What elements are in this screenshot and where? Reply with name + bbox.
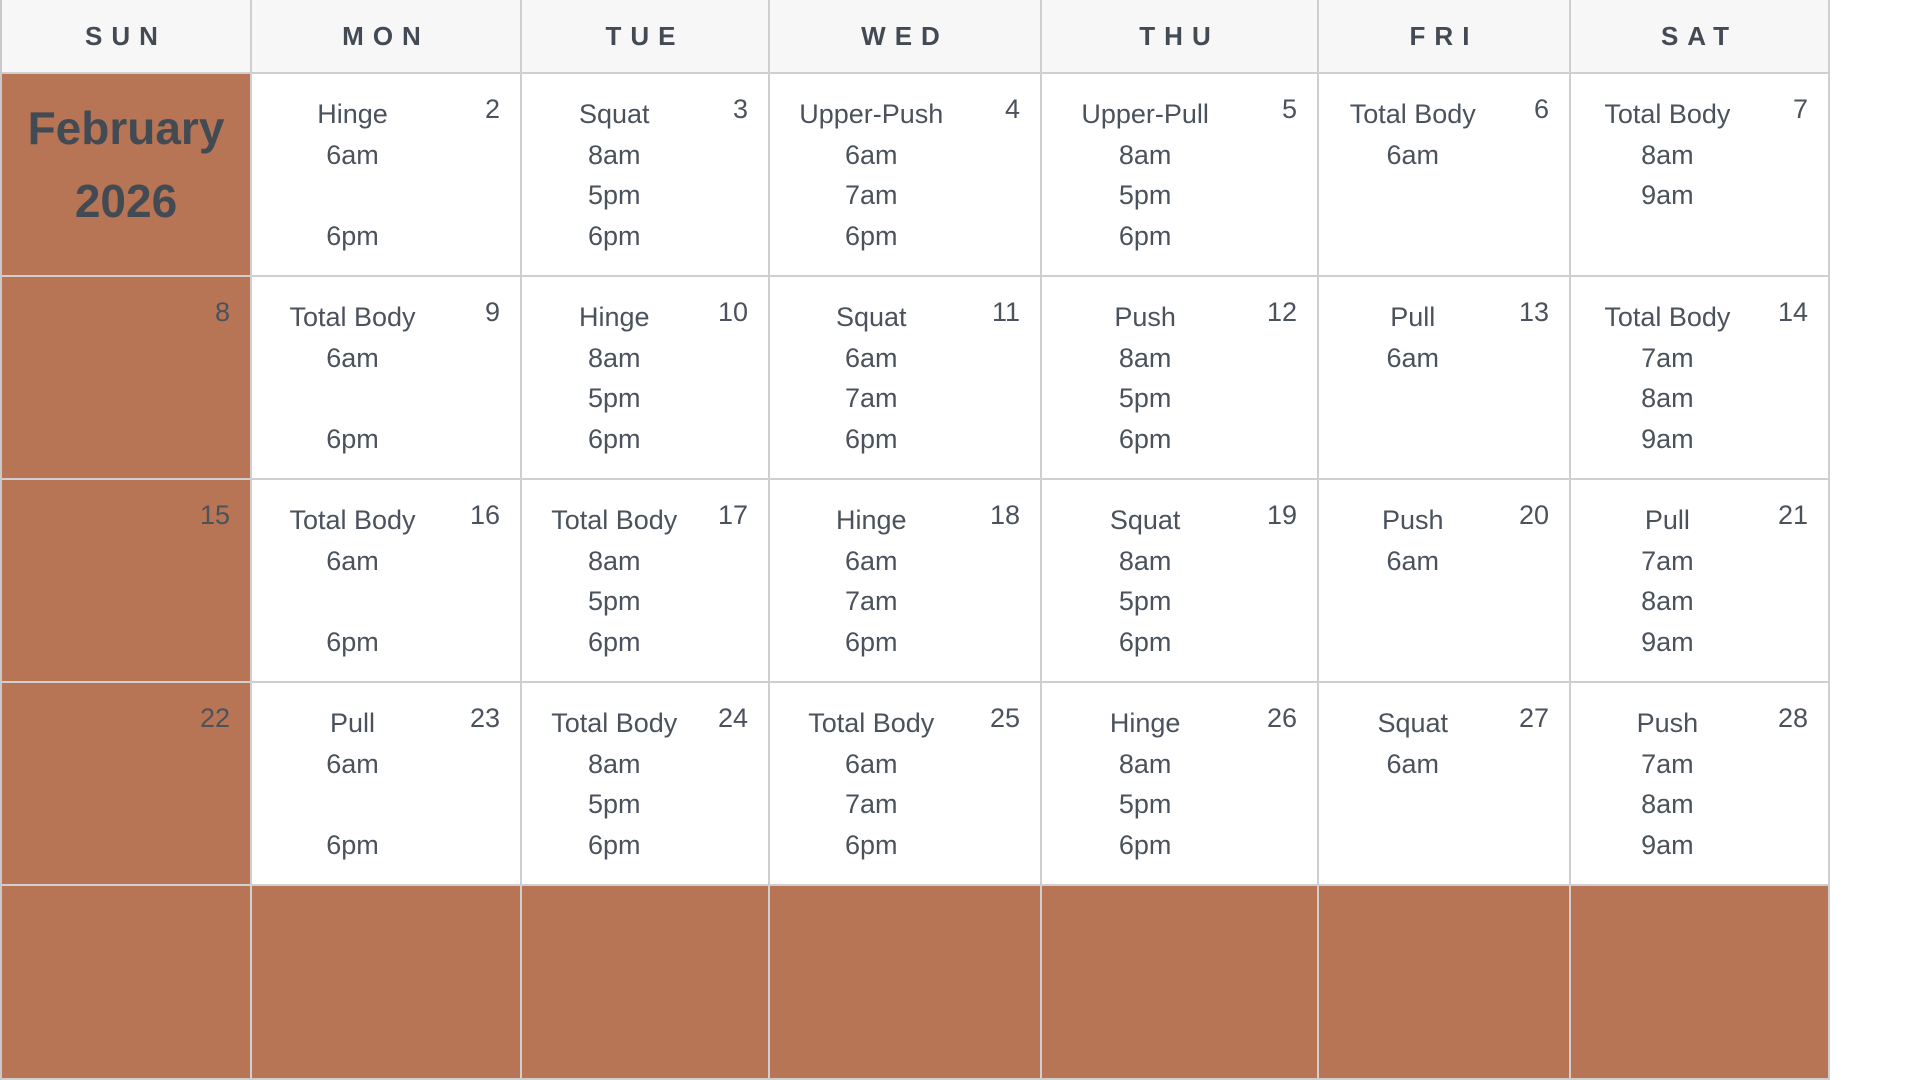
day-number: 19 [1266, 500, 1297, 530]
session-time: 8am [1118, 545, 1172, 576]
session-time: 7am [844, 180, 898, 210]
session-time: 5pm [587, 789, 641, 819]
day-cell[interactable] [1319, 277, 1571, 480]
day-number: 2 [484, 94, 500, 124]
day-schedule [1042, 500, 1248, 662]
day-cell[interactable] [1042, 683, 1319, 886]
workout-name: Pull [329, 708, 376, 738]
day-number: 3 [732, 94, 748, 124]
year-label: 2026 [74, 175, 178, 227]
workout-name: Hinge [578, 302, 650, 332]
session-time: 8am [587, 748, 641, 779]
session-time: 8am [587, 545, 641, 576]
workout-name: Hinge [1109, 708, 1181, 738]
day-cell[interactable] [1319, 74, 1571, 277]
day-number: 25 [989, 703, 1020, 733]
day-cell[interactable] [1571, 74, 1830, 277]
session-time: 7am [1641, 342, 1694, 373]
day-number: 14 [1777, 297, 1808, 327]
weekday-header-fri: FRI [1319, 0, 1571, 74]
session-time: 6pm [1118, 626, 1172, 657]
day-cell[interactable] [252, 683, 522, 886]
day-number: 17 [717, 500, 748, 530]
day-schedule [522, 500, 707, 662]
day-cell[interactable] [1319, 683, 1571, 886]
weekday-header-tue: TUE [522, 0, 770, 74]
session-time: 6pm [587, 626, 641, 657]
session-time: 6pm [587, 220, 641, 251]
session-time: 8am [1118, 139, 1172, 170]
day-number: 15 [199, 500, 230, 530]
session-time: 7am [844, 789, 898, 819]
session-time: 6pm [844, 423, 898, 454]
day-number: 7 [1792, 94, 1808, 124]
day-cell[interactable] [770, 480, 1042, 683]
workout-name: Upper-Push [799, 99, 944, 129]
session-time [252, 581, 453, 622]
workout-name: Pull [1390, 302, 1436, 332]
session-time: 9am [1641, 423, 1694, 454]
session-time: 9am [1641, 626, 1694, 657]
workout-name: Total Body [289, 505, 416, 535]
day-number: 23 [469, 703, 500, 733]
day-cell-empty [252, 886, 522, 1080]
weekday-header-thu: THU [1042, 0, 1319, 74]
workout-name: Push [1381, 505, 1444, 535]
session-time: 8am [1641, 586, 1694, 616]
day-cell-empty [1319, 886, 1571, 1080]
workout-name: Hinge [317, 99, 388, 129]
day-schedule [770, 94, 973, 256]
day-number: 18 [989, 500, 1020, 530]
workout-name: Total Body [289, 302, 416, 332]
session-time: 6pm [844, 829, 898, 860]
workout-name: Upper-Pull [1081, 99, 1209, 129]
workout-name: Total Body [808, 708, 935, 738]
weekday-header-sat: SAT [1571, 0, 1830, 74]
session-time: 6am [844, 545, 898, 576]
session-time: 6pm [587, 423, 641, 454]
session-time: 8am [1641, 139, 1694, 170]
day-schedule [1571, 297, 1764, 459]
workout-name: Pull [1644, 505, 1690, 535]
day-cell[interactable] [2, 683, 252, 886]
session-time: 6am [326, 748, 379, 779]
day-cell[interactable] [522, 683, 770, 886]
day-cell[interactable] [770, 74, 1042, 277]
day-cell[interactable] [770, 683, 1042, 886]
day-number: 27 [1518, 703, 1549, 733]
day-cell[interactable] [252, 277, 522, 480]
day-schedule [1319, 500, 1507, 581]
day-cell-empty [770, 886, 1042, 1080]
session-time: 9am [1641, 180, 1694, 210]
day-cell[interactable] [1571, 683, 1830, 886]
workout-name: Push [1114, 302, 1176, 332]
day-number: 22 [199, 703, 230, 733]
weekday-header-mon: MON [252, 0, 522, 74]
session-time: 8am [1118, 748, 1172, 779]
day-cell[interactable] [1042, 480, 1319, 683]
day-cell-empty [522, 886, 770, 1080]
session-time: 5pm [1118, 180, 1172, 210]
day-cell[interactable] [1042, 74, 1319, 277]
day-schedule [1319, 297, 1507, 378]
workout-name: Push [1636, 708, 1699, 738]
day-schedule [1042, 703, 1248, 865]
month-year-title [2, 92, 250, 238]
day-schedule [522, 703, 707, 865]
session-time: 6am [326, 139, 379, 170]
weekday-header-wed: WED [770, 0, 1042, 74]
day-cell[interactable] [252, 480, 522, 683]
day-number: 10 [717, 297, 748, 327]
day-number: 11 [991, 297, 1020, 327]
day-cell[interactable] [2, 277, 252, 480]
session-time: 6am [326, 545, 379, 576]
day-cell[interactable] [522, 480, 770, 683]
day-schedule [522, 94, 707, 256]
session-time: 5pm [1118, 789, 1172, 819]
day-schedule [770, 297, 973, 459]
day-cell[interactable] [770, 277, 1042, 480]
session-time: 6pm [326, 829, 379, 860]
day-schedule [1319, 94, 1507, 175]
session-time: 7am [1641, 748, 1694, 779]
session-time [252, 378, 453, 419]
workout-name: Total Body [1604, 99, 1731, 129]
session-time: 6pm [1118, 829, 1172, 860]
day-cell-empty [2, 886, 252, 1080]
day-cell[interactable] [1571, 480, 1830, 683]
day-number: 16 [469, 500, 500, 530]
workout-name: Hinge [835, 505, 907, 535]
day-schedule [770, 500, 973, 662]
session-time: 9am [1641, 829, 1694, 860]
day-schedule [1571, 94, 1764, 216]
session-time: 6pm [844, 220, 898, 251]
session-time: 7am [844, 383, 898, 413]
day-number: 8 [214, 297, 230, 327]
workout-name: Squat [1109, 505, 1181, 535]
session-time: 6am [844, 139, 898, 170]
workout-name: Total Body [1349, 99, 1476, 129]
day-schedule [252, 703, 453, 865]
day-schedule [1571, 703, 1764, 865]
workout-name: Total Body [551, 505, 678, 535]
month-label: February [27, 102, 225, 154]
workout-name: Squat [1377, 708, 1449, 738]
day-schedule [252, 500, 453, 662]
session-time: 8am [587, 342, 641, 373]
day-cell[interactable] [1571, 277, 1830, 480]
day-schedule [252, 94, 453, 256]
day-number: 6 [1533, 94, 1549, 124]
day-cell[interactable] [522, 277, 770, 480]
session-time: 6am [1386, 545, 1440, 576]
day-cell[interactable] [1319, 480, 1571, 683]
day-number: 9 [484, 297, 500, 327]
day-schedule [1571, 500, 1764, 662]
session-time [252, 784, 453, 825]
day-number: 5 [1281, 94, 1297, 124]
day-cell[interactable] [1042, 277, 1319, 480]
session-time: 8am [1641, 383, 1694, 413]
day-number: 26 [1266, 703, 1297, 733]
day-schedule [1042, 297, 1248, 459]
session-time: 6pm [326, 220, 379, 251]
session-time: 6pm [1118, 220, 1172, 251]
workout-name: Total Body [1604, 302, 1731, 332]
day-number: 4 [1004, 94, 1020, 124]
day-schedule [1042, 94, 1248, 256]
session-time: 6pm [326, 626, 379, 657]
day-cell[interactable] [522, 74, 770, 277]
session-time: 6pm [326, 423, 379, 454]
workout-name: Squat [578, 99, 650, 129]
day-number: 28 [1777, 703, 1808, 733]
workout-name: Total Body [551, 708, 678, 738]
session-time: 8am [1641, 789, 1694, 819]
session-time: 6am [1386, 748, 1440, 779]
session-time: 6pm [587, 829, 641, 860]
day-schedule [252, 297, 453, 459]
session-time: 6am [326, 342, 379, 373]
day-cell[interactable] [252, 74, 522, 277]
session-time: 6am [844, 748, 898, 779]
day-number: 24 [717, 703, 748, 733]
day-cell[interactable] [2, 74, 252, 277]
day-number: 13 [1518, 297, 1549, 327]
session-time: 5pm [1118, 586, 1172, 616]
day-schedule [522, 297, 707, 459]
session-time: 6am [844, 342, 898, 373]
day-cell-empty [1571, 886, 1830, 1080]
day-number: 20 [1518, 500, 1549, 530]
session-time: 6am [1386, 342, 1440, 373]
session-time: 8am [1118, 342, 1172, 373]
session-time [252, 175, 453, 216]
session-time: 5pm [587, 180, 641, 210]
session-time: 5pm [587, 586, 641, 616]
session-time: 5pm [587, 383, 641, 413]
session-time: 6pm [1118, 423, 1172, 454]
weekday-header-sun: SUN [2, 0, 252, 74]
day-number: 21 [1777, 500, 1808, 530]
day-cell[interactable] [2, 480, 252, 683]
workout-name: Squat [835, 302, 907, 332]
day-number: 12 [1266, 297, 1297, 327]
session-time: 6am [1386, 139, 1440, 170]
day-schedule [770, 703, 973, 865]
day-schedule [1319, 703, 1507, 784]
day-cell-empty [1042, 886, 1319, 1080]
session-time: 7am [844, 586, 898, 616]
session-time: 8am [587, 139, 641, 170]
session-time: 6pm [844, 626, 898, 657]
session-time: 5pm [1118, 383, 1172, 413]
session-time: 7am [1641, 545, 1694, 576]
